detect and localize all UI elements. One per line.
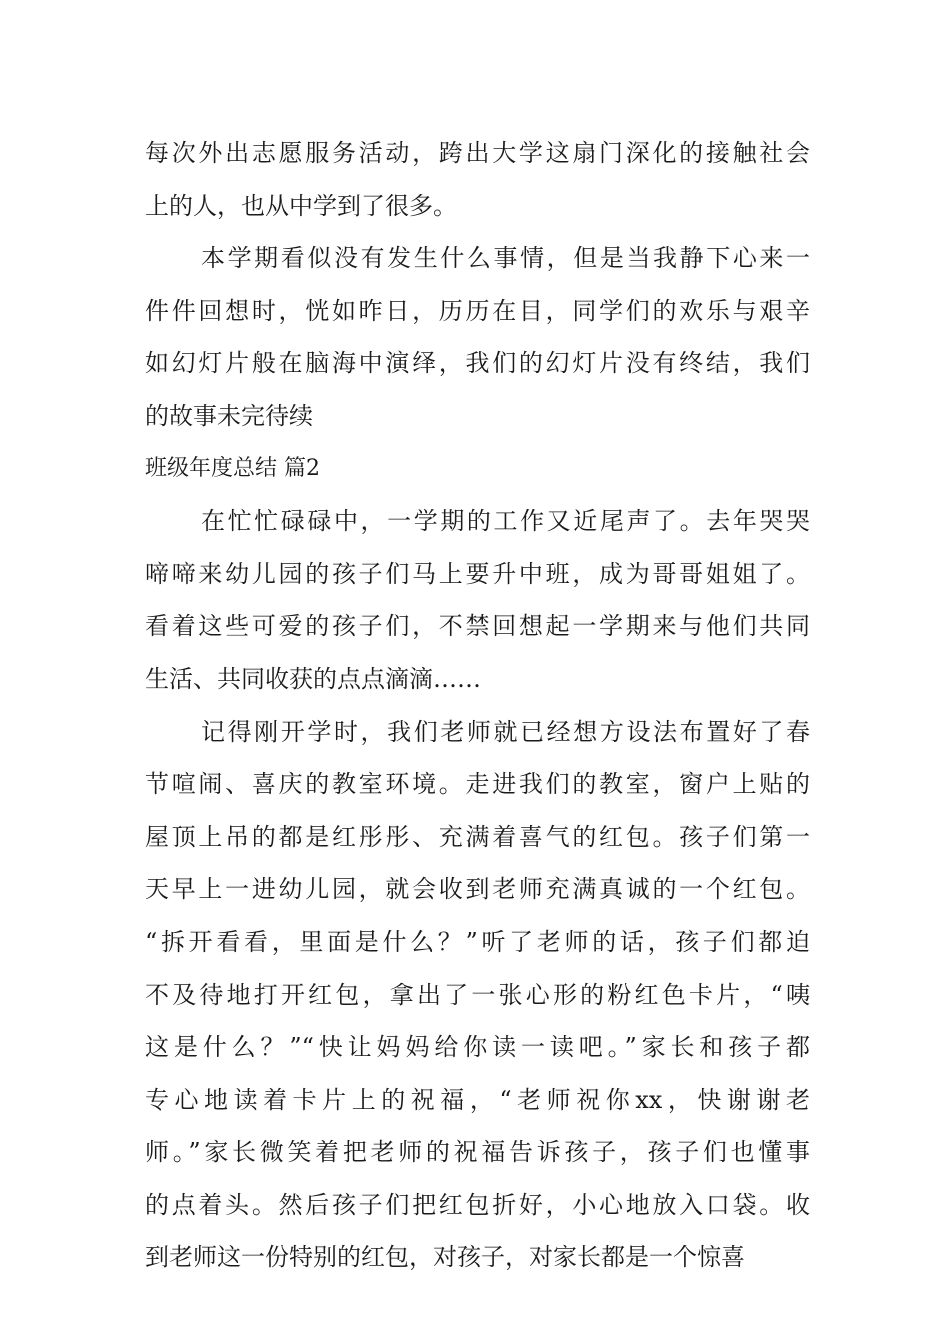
text-line: 记得刚开学时，我们老师就已经想方设法布置好了春 [201, 717, 810, 746]
text-line: 的点着头。然后孩子们把红包折好，小心地放入口袋。收 [145, 1190, 810, 1219]
heading-text: 班级年度总结 篇2 [145, 455, 320, 481]
paragraph [145, 706, 810, 1285]
text-line: 专心地读着卡片上的祝福，“老师祝你xx，快谢谢老 [145, 1085, 810, 1114]
section-heading [145, 443, 810, 496]
paragraph [145, 232, 810, 442]
text-line: 看着这些可爱的孩子们，不禁回想起一学期来与他们共同 [145, 612, 810, 641]
text-line: 到老师这一份特别的红包，对孩子，对家长都是一个惊喜 [145, 1243, 745, 1272]
text-line: 节喧闹、喜庆的教室环境。走进我们的教室，窗户上贴的 [145, 770, 810, 799]
text-line: 的故事未完待续 [145, 401, 313, 430]
text-line: 这是什么？”“快让妈妈给你读一读吧。”家长和孩子都 [145, 1033, 810, 1062]
text-line: 本学期看似没有发生什么事情，但是当我静下心来一 [201, 244, 810, 273]
text-line: 每次外出志愿服务活动，跨出大学这扇门深化的接触社会 [145, 139, 810, 167]
document-body [145, 127, 810, 1284]
text-line: 上的人，也从中学到了很多。 [145, 191, 457, 220]
text-line: 师。”家长微笑着把老师的祝福告诉孩子，孩子们也懂事 [145, 1138, 810, 1167]
text-line: 如幻灯片般在脑海中演绎，我们的幻灯片没有终结，我们 [145, 349, 810, 378]
text-line: 屋顶上吊的都是红彤彤、充满着喜气的红包。孩子们第一 [145, 822, 810, 851]
text-line: 天早上一进幼儿园，就会收到老师充满真诚的一个红包。 [145, 875, 810, 904]
text-line: 在忙忙碌碌中，一学期的工作又近尾声了。去年哭哭 [201, 507, 810, 536]
text-line: “拆开看看，里面是什么？”听了老师的话，孩子们都迫 [145, 927, 810, 956]
text-line: 不及待地打开红包，拿出了一张心形的粉红色卡片，“咦 [145, 980, 810, 1009]
paragraph [145, 495, 810, 705]
text-line: 啼啼来幼儿园的孩子们马上要升中班，成为哥哥姐姐了。 [145, 559, 810, 588]
paragraph [145, 127, 810, 232]
text-line: 生活、共同收获的点点滴滴…… [145, 664, 481, 693]
text-line: 件件回想时，恍如昨日，历历在目，同学们的欢乐与艰辛 [145, 296, 810, 325]
